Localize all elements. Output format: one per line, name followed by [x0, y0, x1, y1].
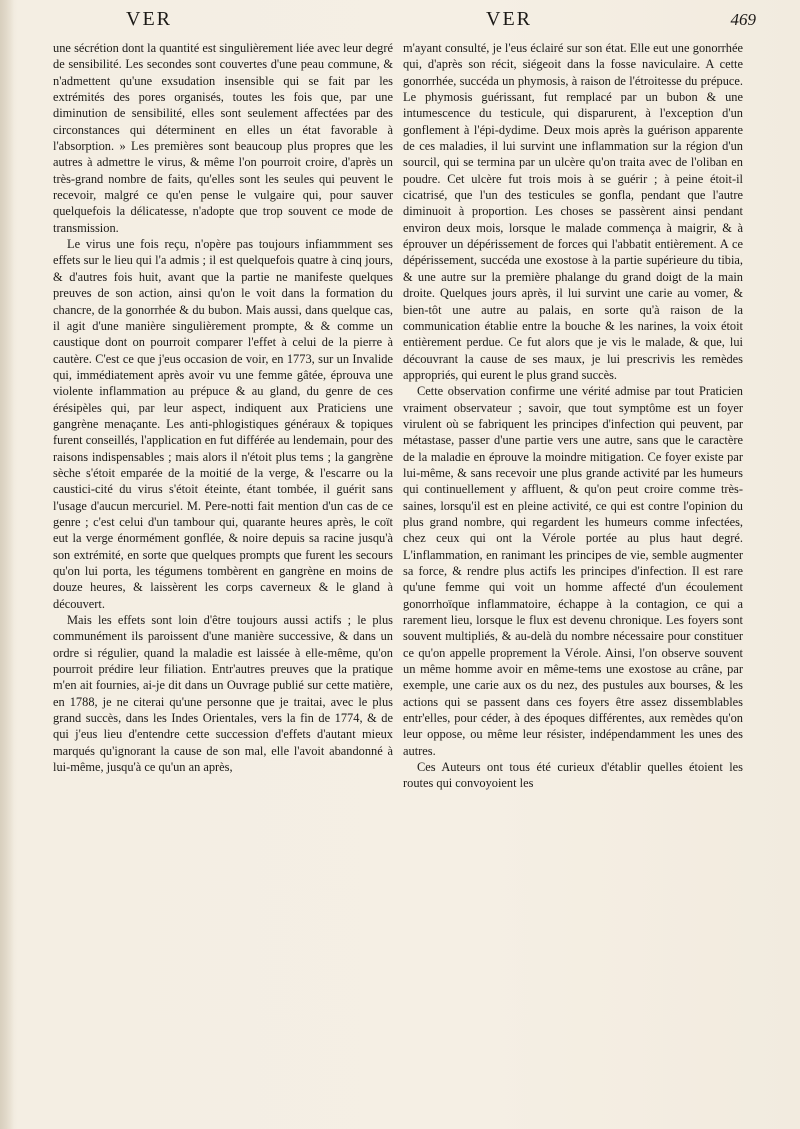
paragraph: Le virus une fois reçu, n'opère pas toujours infiammment ses effets sur le lieu qui l'a admis ; il est quelquefois quatre à cinq jours, & d'autres fois huit, avant que la partie ne manifeste quelques preuves de son action, ainsi qu'on le voit dans la formation du chancre, de la gonorrhée & du bubon. Mais aussi, dans quelque cas, il agit d'une manière singulièrement prompte, & & comme un caustique dont on pourroit comparer l'effet à celui de la pierre à cautère. C'est ce que j'eus occasion de voir, en 1773, sur un Invalide qui, immédiatement après avoir vu une femme gâtée, éprouva une violente inflammation au prépuce & au gland, du genre de ces érésipèles qui, par leur aspect, indiquent aux Praticiens une gangrène menaçante. Les anti-phlogistiques généraux & topiques furent conseillés, l'application en fut différée au lendemain, pour des raisons indispensables ; mais alors il n'étoit plus tems ; la gangrène sèche s'étoit emparée de la moitié de la verge, & l'escarre ou la caustici-cité du virus s'étoit éteinte, étant tombée, il guérit sans l'usage d'aucun mercuriel. M. Pere-notti fait mention d'un cas de ce genre ; c'est celui d'un tambour qui, quarante heures après, le coït eut la verge énormément gonflée, & noire depuis sa racine jusqu'à son extrémité, en sorte que quelques prompts que furent les secours qu'on lui porta, les tégumens tombèrent en gangrène en moins de douze heures, & laissèrent les corps caverneux & le gland à découvert. [53, 237, 393, 611]
page-gutter-shadow [0, 0, 14, 1129]
paragraph: Mais les effets sont loin d'être toujours aussi actifs ; le plus communément ils paroissent d'une manière successive, & dans un ordre si régulier, quand la maladie est laissée à elle-même, qu'on pourroit prédire leur filiation. Entr'autres preuves que la pratique m'en ait fournies, ai-je dit dans un Ouvrage publié sur cette matière, en 1788, je ne citerai qu'une personne que je traitai, avec le plus grand succès, dans les Indes Orientales, vers la fin de 1774, & de qui j'eus lieu d'entendre cette succession d'effets d'autant mieux marqués qu'ignorant la cause de son mal, elle l'avoit abandonné à lui-même, jusqu'à ce qu'un an après, [53, 613, 393, 775]
right-column [403, 40, 743, 792]
paragraph: Ces Auteurs ont tous été curieux d'établir quelles étoient les routes qui convoyoient les [403, 760, 743, 791]
paragraph: Cette observation confirme une vérité admise par tout Praticien vraiment observateur ; savoir, que tout symptôme est un foyer virulent où se fabriquent les principes d'infection qui peuvent, par métastase, passer d'une partie vers une autre, sans que le caractère de la maladie en éprouve la moindre mitigation. Ce foyer existe par lui-même, & sans recevoir une plus grande activité par les humeurs qui continuellement y affluent, & qu'on peut croire comme très-saines, lorsqu'il est en pleine activité, ce qui est contre l'opinion du plus grand nombre, qui regardent les humeurs comme infectées, chez ceux qui ont la Vérole portée au plus haut degré. L'inflammation, en ranimant les principes de vie, semble augmenter sa force, & rendre plus actifs les principes d'infection. Il est rare qu'une femme qui voit un homme affecté d'un écoulement gonorrhoïque inflammatoire, échappe à la contagion, ce qui a rarement lieu, lorsque le flux est devenu chronique. Les foyers sont souvent multipliés, & au-delà du nombre nécessaire pour constituer ce qu'on appelle proprement la Vérole. Ainsi, l'on observe souvent un même homme avoir en même-tems une exostose au crâne, par exemple, une carie aux os du nez, des pustules aux bourses, & les actions qui se passent dans ces foyers être assez dissemblables entr'elles, pour céder, à des époques différentes, aux remèdes qu'on leur oppose, ou même leur résister, indépendamment les unes des autres. [403, 384, 743, 758]
paragraph: m'ayant consulté, je l'eus éclairé sur son état. Elle eut une gonorrhée qui, d'après son récit, siégeoit dans la fosse naviculaire. A cette gonorrhée, succéda un phymosis, à raison de l'étroitesse du prépuce. Le phymosis guérissant, fut remplacé par un bubon & une intumescence du testicule, qui disparurent, à l'exception d'un gonflement à l'épi-dydime. Deux mois après la guérison apparente de ces maladies, il lui survint une inflammation sur la région d'un sourcil, qui se termina par un ulcère qu'on traita avec de l'oliban en poudre. Cet ulcère fut trois mois à se guérir ; à peine étoit-il cicatrisé, que l'un des testicules se gonfla, pendant que l'autre diminuoit à proportion. Les choses se passèrent ainsi pendant environ deux mois, lorsque le malade commença à maigrir, & à éprouver un dépérissement de forces qui l'abbatit entièrement. A ce dépérissement, succéda une exostose à la partie supérieure du tibia, & une autre sur la première phalange du grand doigt de la main droite. Quelques jours après, il lui survint une carie au vomer, & bien-tôt une autre au palais, en sorte qu'à raison de la communication établie entre la bouche & les narines, la voix étoit entièrement perdue. Ce fut alors que je vis le malade, & que, lui découvrant la cause de ses maux, je lui prescrivis les remèdes appropriés, qui eurent le plus grand succès. [403, 41, 743, 382]
running-header [66, 8, 756, 34]
running-head-right: VER [486, 8, 532, 30]
page-number: 469 [730, 10, 756, 29]
paragraph: une sécrétion dont la quantité est singulièrement liée avec leur degré de sensibilité. Les secondes sont couvertes d'une peau commune, & n'admettent qu'une exsudation insensible qui se fait par les extrémités des pores organisés, toutes les fois que, par une diminution de sensibilité, elles sont seulement affectées par des circonstances qui déterminent en elles un état favorable à l'absorption. » Les premières sont beaucoup plus propres que les autres à admettre le virus, & même l'on pourroit croire, d'après un très-grand nombre de faits, qu'elles sont les seules qui peuvent le recevoir, malgré ce qu'en pense le vulgaire qui, pour sauver quelquefois la délicatesse, n'adopte que trop souvent ce mode de transmission. [53, 41, 393, 235]
running-head-left: VER [126, 8, 172, 30]
left-column [53, 40, 393, 775]
